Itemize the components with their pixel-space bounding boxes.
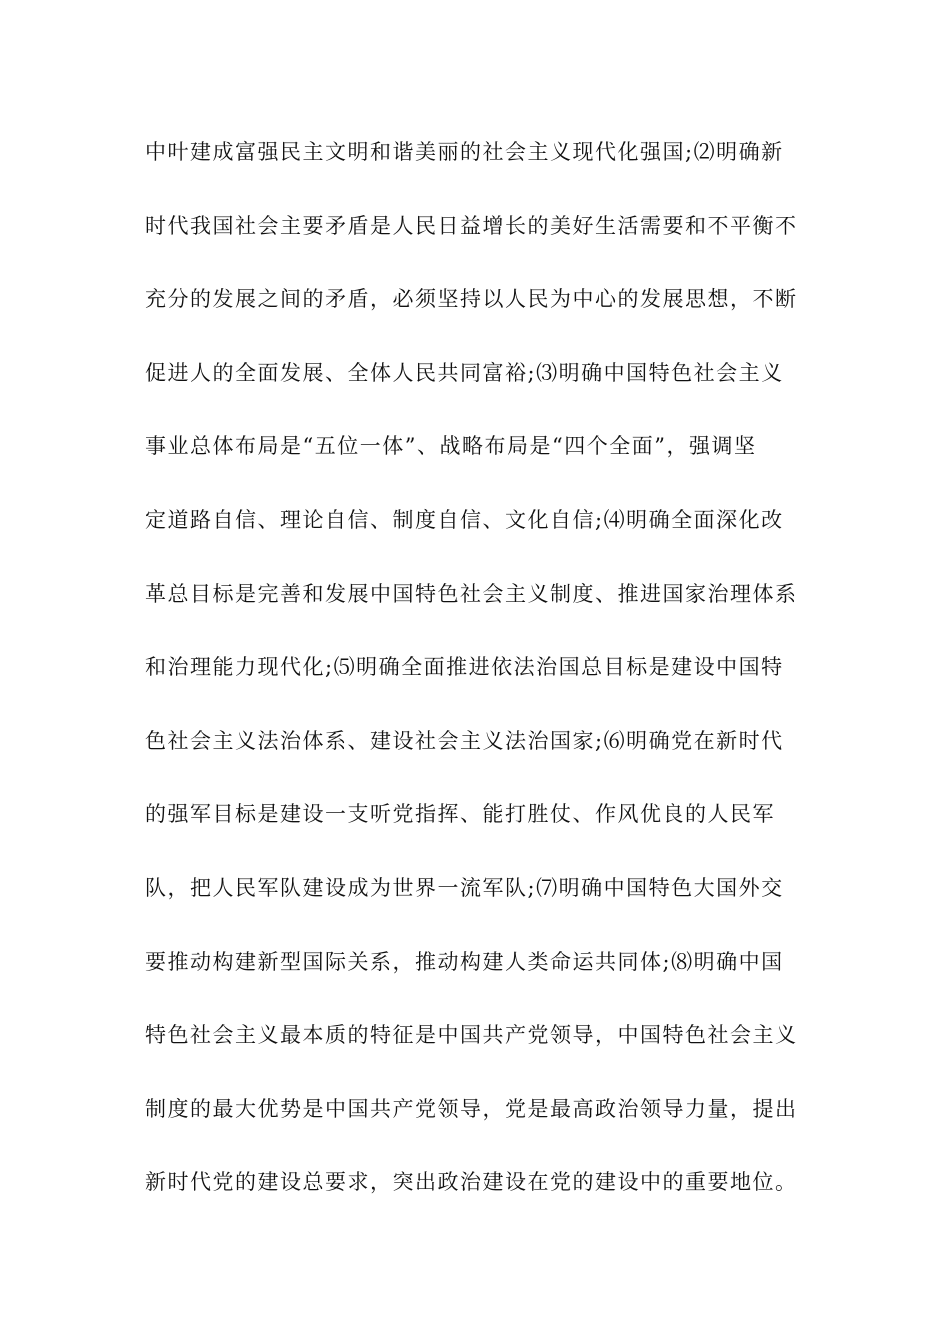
text-line: 色社会主义法治体系、建设社会主义法治国家;⑹明确党在新时代 <box>145 728 784 753</box>
text-line: 革总目标是完善和发展中国特色社会主义制度、推进国家治理体系 <box>145 581 798 606</box>
text-line: 时代我国社会主要矛盾是人民日益增长的美好生活需要和不平衡不 <box>145 213 798 238</box>
text-line: 充分的发展之间的矛盾，必须坚持以人民为中心的发展思想，不断 <box>145 287 798 312</box>
text-line: 事业总体布局是“五位一体”、战略布局是“四个全面”，强调坚 <box>145 434 757 459</box>
text-line: 制度的最大优势是中国共产党领导，党是最高政治领导力量，提出 <box>145 1096 798 1121</box>
text-line: 和治理能力现代化;⑸明确全面推进依法治国总目标是建设中国特 <box>145 655 784 680</box>
text-line: 新时代党的建设总要求，突出政治建设在党的建设中的重要地位。 <box>145 1170 798 1195</box>
text-line: 中叶建成富强民主文明和谐美丽的社会主义现代化强国;⑵明确新 <box>145 140 784 164</box>
text-line: 的强军目标是建设一支听党指挥、能打胜仗、作风优良的人民军 <box>145 802 775 827</box>
text-line: 特色社会主义最本质的特征是中国共产党领导，中国特色社会主义 <box>145 1023 798 1048</box>
text-line: 要推动构建新型国际关系，推动构建人类命运共同体;⑻明确中国 <box>145 949 784 974</box>
document-body <box>145 128 798 1232</box>
text-line: 队，把人民军队建设成为世界一流军队;⑺明确中国特色大国外交 <box>145 875 784 900</box>
text-line: 定道路自信、理论自信、制度自信、文化自信;⑷明确全面深化改 <box>145 507 784 532</box>
text-line: 促进人的全面发展、全体人民共同富裕;⑶明确中国特色社会主义 <box>145 360 784 385</box>
